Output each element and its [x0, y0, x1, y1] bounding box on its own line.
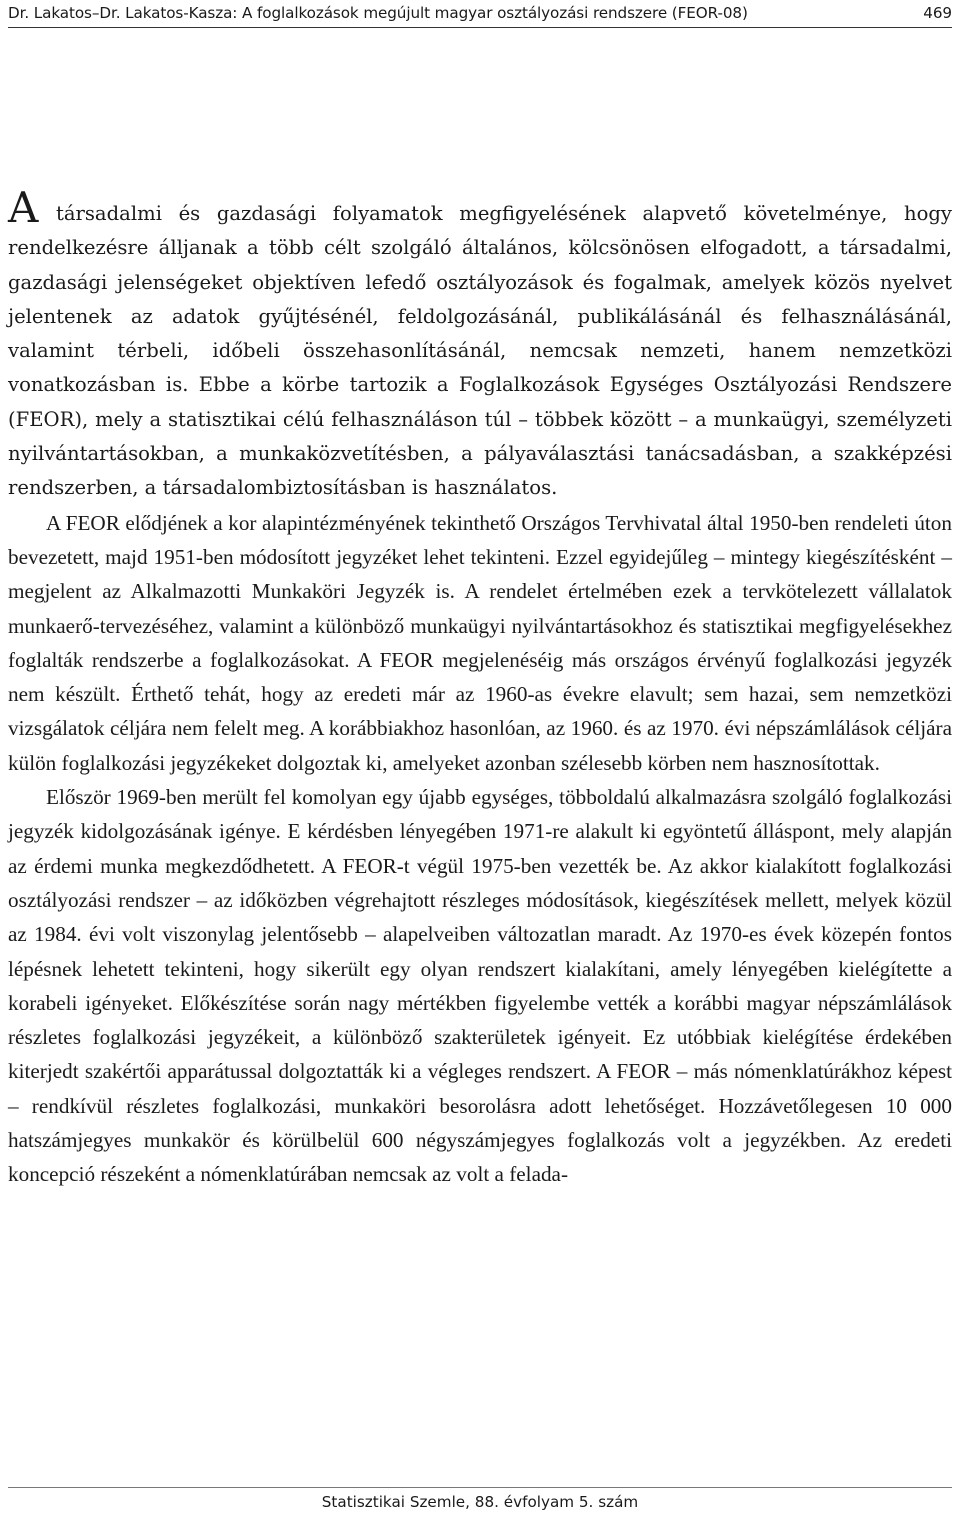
article-body	[8, 183, 952, 1192]
running-footer: Statisztikai Szemle, 88. évfolyam 5. szám	[321, 1493, 639, 1511]
paragraph-history: A FEOR elődjének a kor alapintézményének tekinthető Országos Tervhivatal által 1950-ben rendeleti úton bevezetett, majd 1951-ben módosított jegyzéket lehet tekinteni. Ezzel egyidejűleg – mintegy kiegészítésként – megjelent az Alkalmazotti Munkaköri Jegyzék is. A rendelet értelmében ezek a tervkötelezett vállalatok munkaerő-tervezéséhez, valamint a különböző munkaügyi nyilvántartásokhoz és statisztikai megfigyelésekhez foglalták rendszerbe a foglalkozásokat. A FEOR megjelenéséig más országos érvényű foglalkozási jegyzék nem készült. Érthető tehát, hogy az eredeti már az 1960-as évekre elavult; sem hazai, sem nemzetközi vizsgálatok céljára nem felelt meg. A korábbiakhoz hasonlóan, az 1960. és az 1970. évi népszámlálások céljára külön foglalkozási jegyzékeket dolgoztak ki, amelyeket azonban szélesebb körben nem hasznosítottak.	[8, 510, 952, 775]
footer-divider	[8, 1487, 952, 1488]
drop-initial: A	[8, 183, 40, 232]
page-number: 469	[923, 4, 952, 22]
paragraph-intro	[8, 183, 952, 506]
paragraph-intro-text: társadalmi és gazdasági folyamatok megfigyelésének alapvető követelménye, hogy rendelkezésre álljanak a több célt szolgáló általános, kölcsönösen elfogadott, a társadalmi, gazdasági jelenségeket objektíven lefedő osztályozások és fogalmak, amelyek közös nyelvet jelentenek az adatok gyűjtésénél, feldolgozásánál, publikálásánál és felhasználásánál, valamint térbeli, időbeli összehasonlításánál, nemcsak nemzeti, hanem nemzetközi vonatkozásban is.	[8, 202, 952, 397]
paragraph-1969: Először 1969-ben merült fel komolyan egy újabb egységes, többoldalú alkalmazásra szolgáló foglalkozási jegyzék kidolgozásának igénye. E kérdésben lényegében 1971-re alakult ki egyöntetű álláspont, mely alapján az érdemi munka megkezdődhetett. A FEOR-t végül 1975-ben vezették be. Az akkor kialakított foglalkozási osztályozási rendszer – az időközben végrehajtott részleges módosítások, kiegészítések mellett, melyek közül az 1984. évi volt viszonylag jelentősebb – alapelveiben változatlan maradt. Az 1970-es évek közepén fontos lépésnek lehetett tekinteni, hogy sikerült egy olyan rendszert kialakítani, amely lényegében kielégítette a korabeli igényeket. Előkészítése során nagy mértékben figyelembe vették a korábbi magyar népszámlálások részletes foglalkozási jegyzékeit, a különböző szakterületek igényeit. Ez utóbbiak kielégítése érdekében kiterjedt szakértői apparátussal dolgoztatták ki a végleges rendszert. A FEOR – más nómenklatúrákhoz képest – rendkívül részletes foglalkozási, munkaköri besorolásra adott lehetőséget. Hozzávetőlegesen 10 000 hatszámjegyes munkakör és körülbelül 600 négyszámjegyes foglalkozás volt a jegyzékben. Az eredeti koncepció részeként a nómenklatúrában nemcsak az volt a felada-	[8, 785, 952, 1187]
paragraph-feor-text: Ebbe a körbe tartozik a Foglalkozások Egységes Osztályozási Rendszere (FEOR), mely a statisztikai célú felhasználáson túl – többek között – a munkaügyi, személyzeti nyilvántartásokban, a munkaközvetítésben, a pályaválasztási tanácsadásban, a szakképzési rendszerben, a társadalombiztosításban is használatos.	[8, 373, 952, 500]
header-title: Dr. Lakatos–Dr. Lakatos-Kasza: A foglalkozások megújult magyar osztályozási rendszere (FEOR-08)	[8, 4, 748, 22]
running-header	[8, 3, 952, 28]
